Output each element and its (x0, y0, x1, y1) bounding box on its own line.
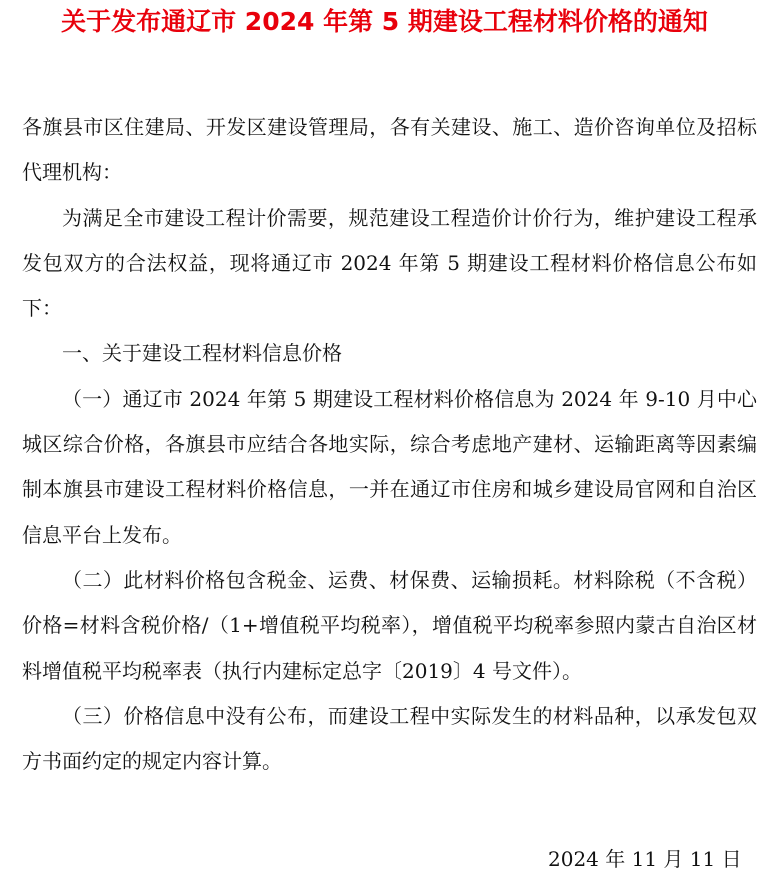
document-date: 2024 年 11 月 11 日 (548, 847, 742, 871)
document-title: 关于发布通辽市 2024 年第 5 期建设工程材料价格的通知 (61, 7, 708, 36)
paragraph-item-2: （二）此材料价格包含税金、运费、材保费、运输损耗。材料除税（不含税）价格=材料含税价格/（1+增值税平均税率），增值税平均税率参照内蒙古自治区材料增值税平均税率表（执行内建标定总字〔2019〕4 号文件）。 (22, 567, 757, 683)
document-body (22, 105, 757, 784)
section-heading-1: 一、关于建设工程材料信息价格 (62, 341, 342, 366)
paragraph-intro: 为满足全市建设工程计价需要，规范建设工程造价计价行为，维护建设工程承发包双方的合法权益，现将通辽市 2024 年第 5 期建设工程材料价格信息公布如下： (22, 205, 757, 321)
salutation: 各旗县市区住建局、开发区建设管理局，各有关建设、施工、造价咨询单位及招标代理机构： (22, 115, 757, 185)
paragraph-item-1: （一）通辽市 2024 年第 5 期建设工程材料价格信息为 2024 年 9-10 月中心城区综合价格，各旗县市应结合各地实际，综合考虑地产建材、运输距离等因素编制本旗县市建设工程材料价格信息，一并在通辽市住房和城乡建设局官网和自治区信息平台上发布。 (22, 386, 757, 547)
paragraph-item-3: （三）价格信息中没有公布，而建设工程中实际发生的材料品种，以承发包双方书面约定的规定内容计算。 (22, 703, 757, 774)
